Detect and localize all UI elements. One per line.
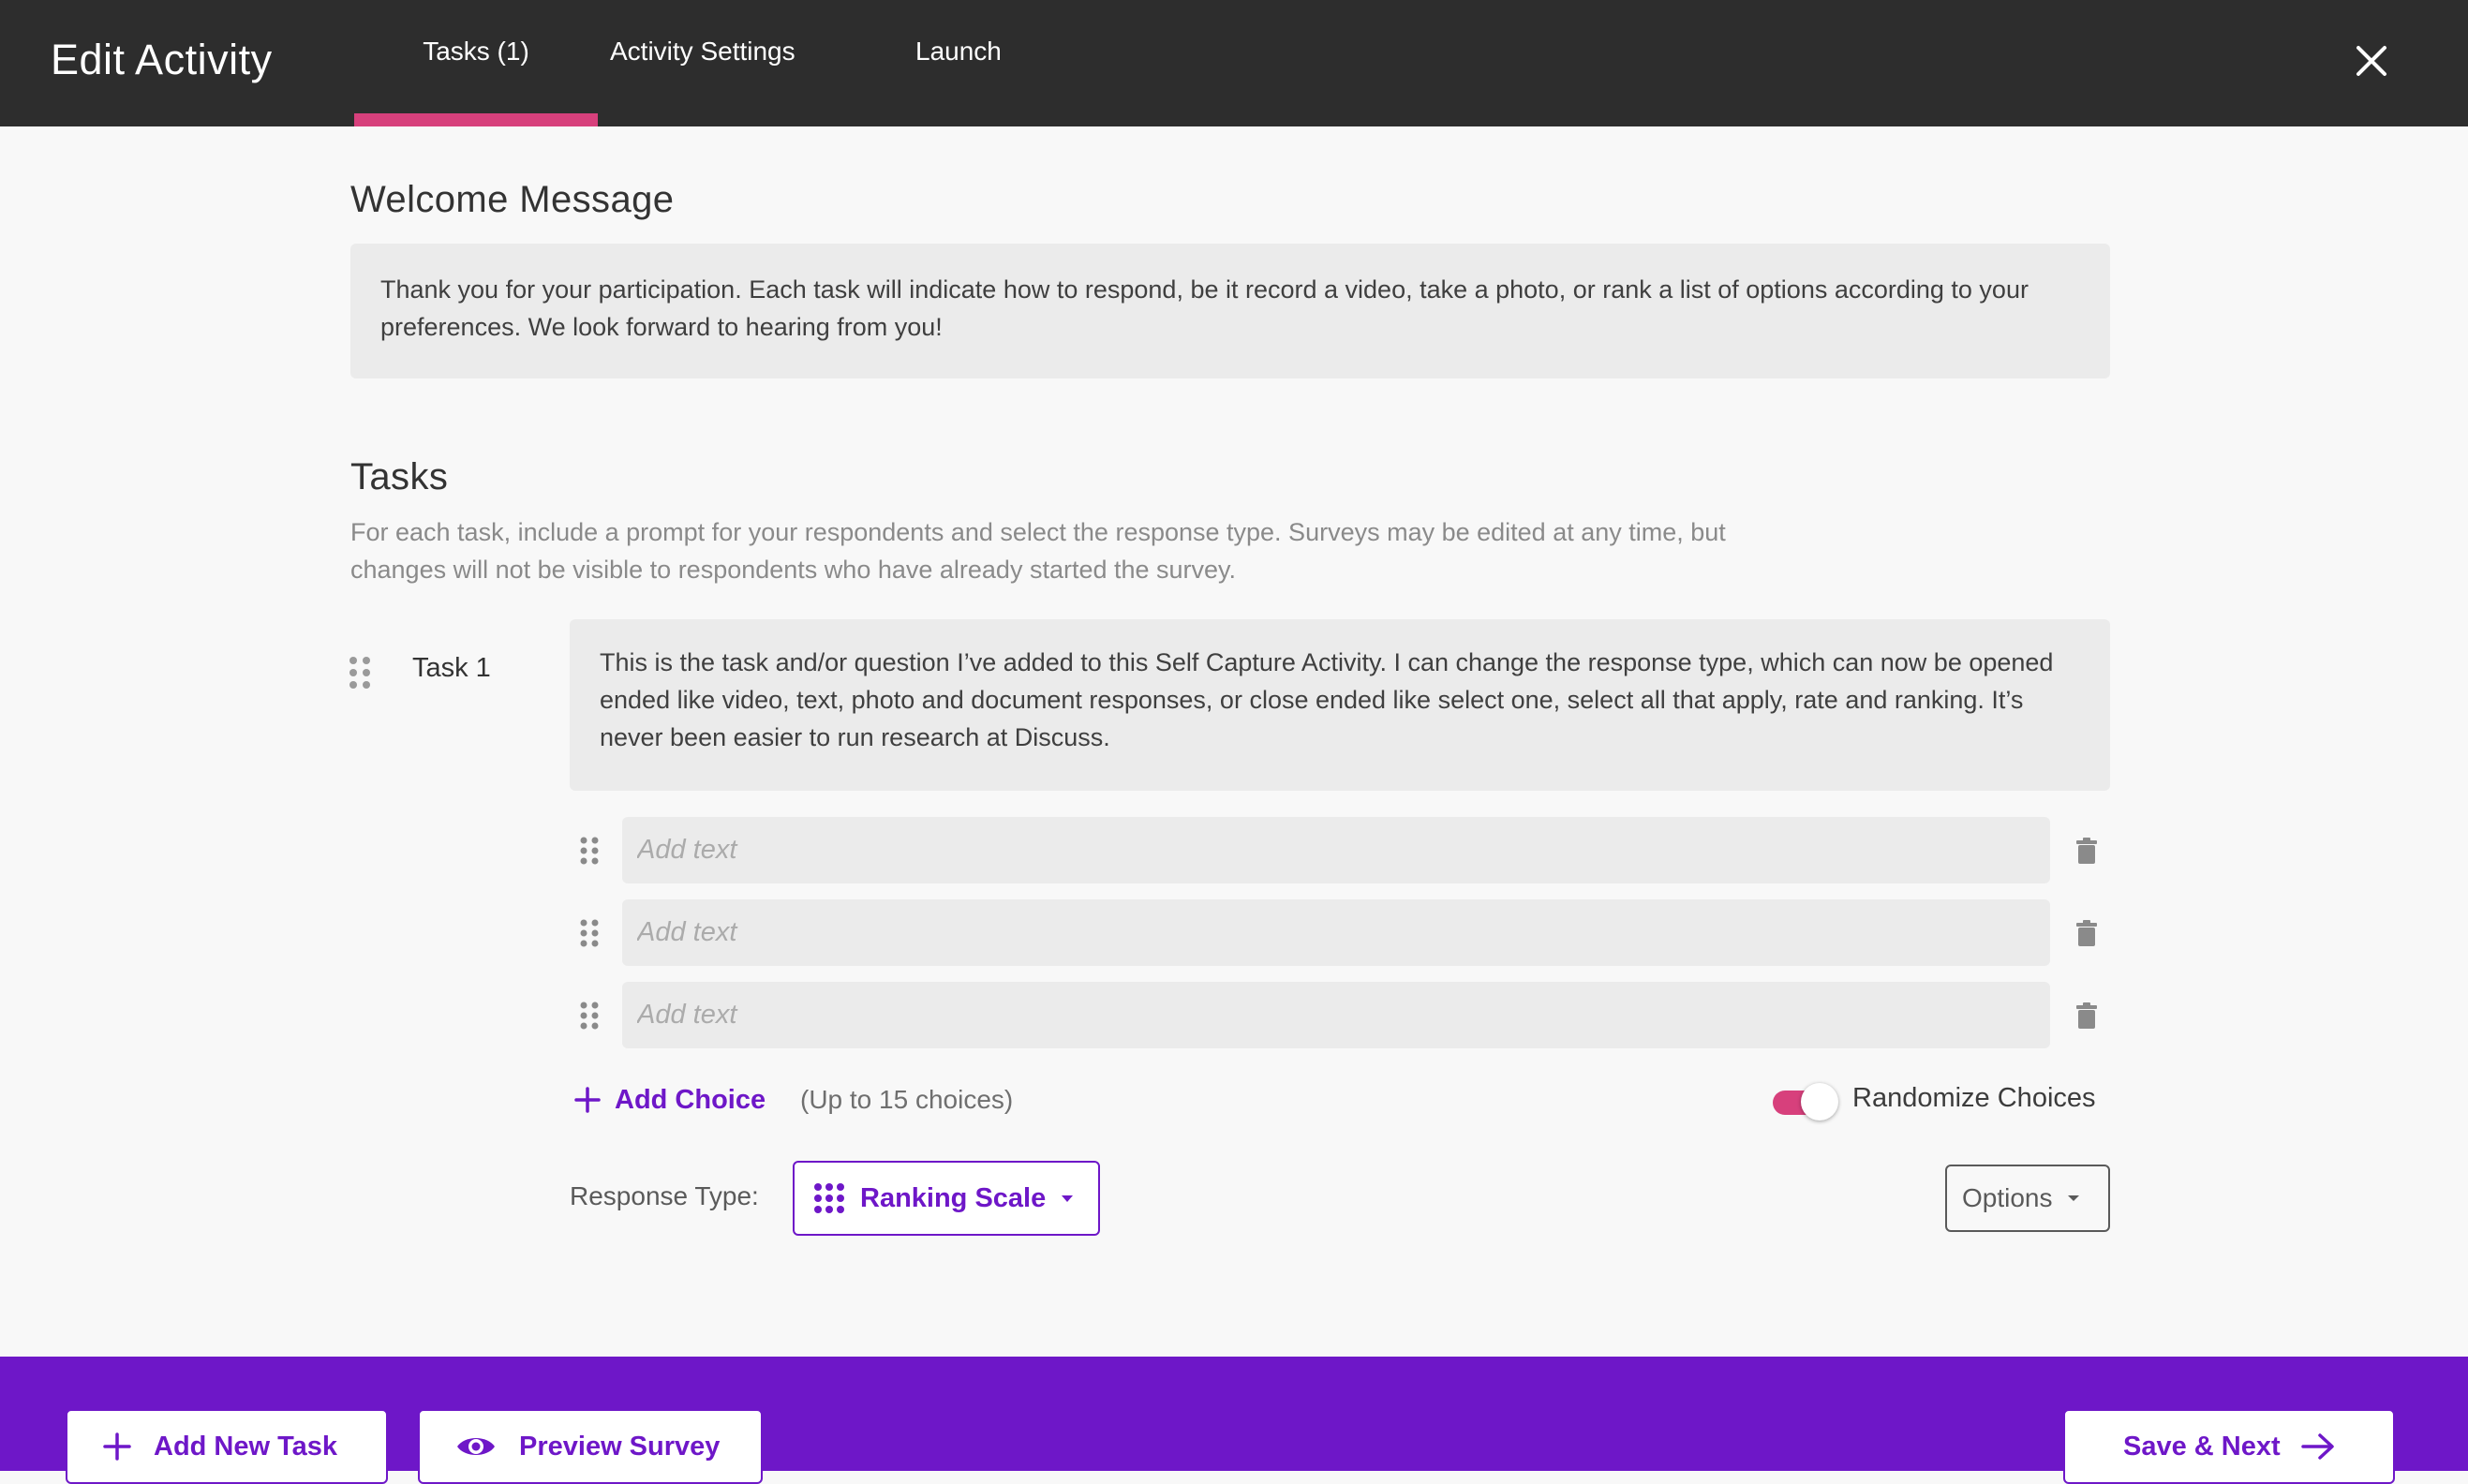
choice-drag-handle-icon[interactable]	[580, 919, 599, 952]
toggle-knob	[1801, 1083, 1838, 1120]
choice-drag-handle-icon[interactable]	[580, 837, 599, 869]
tab-launch[interactable]: Launch	[915, 37, 1002, 66]
preview-survey-button[interactable]	[418, 1409, 763, 1484]
add-new-task-button[interactable]	[66, 1409, 388, 1484]
response-type-label: Response Type:	[570, 1181, 759, 1210]
welcome-message-heading: Welcome Message	[350, 179, 675, 220]
preview-survey-label: Preview Survey	[519, 1431, 721, 1462]
choice-limit-hint: (Up to 15 choices)	[800, 1085, 1014, 1114]
response-type-value: Ranking Scale	[860, 1182, 1047, 1213]
randomize-choices-toggle[interactable]	[1771, 1083, 1840, 1120]
delete-choice-icon[interactable]	[2076, 920, 2097, 946]
add-choice-button[interactable]	[573, 1081, 766, 1119]
plus-icon	[103, 1432, 131, 1461]
add-new-task-label: Add New Task	[154, 1431, 338, 1462]
save-and-next-label: Save & Next	[2123, 1431, 2281, 1462]
options-dropdown[interactable]	[1945, 1165, 2110, 1232]
tab-activity-settings[interactable]: Activity Settings	[610, 37, 795, 66]
task-prompt-field[interactable]: This is the task and/or question I’ve added to this Self Capture Activity. I can change the response type, which can now be opened ended like video, text, photo and document responses, or close ended like select one, select all that apply, rate and ranking. It’s never been easier to run research at Discuss.	[570, 619, 2110, 791]
top-bar	[0, 0, 2468, 126]
grid-dots-icon	[813, 1182, 845, 1214]
choice-input[interactable]	[622, 899, 2050, 966]
task-label: Task 1	[412, 653, 491, 683]
choice-input[interactable]	[622, 817, 2050, 883]
tasks-description: For each task, include a prompt for your respondents and select the response type. Surveys may be edited at any time, but changes will not be visible to respondents who have already started the survey.	[350, 518, 1726, 584]
page-title: Edit Activity	[51, 36, 273, 83]
delete-choice-icon[interactable]	[2076, 838, 2097, 864]
tab-tasks[interactable]: Tasks (1)	[423, 37, 529, 66]
welcome-message-field[interactable]: Thank you for your participation. Each task will indicate how to respond, be it record a video, take a photo, or rank a list of options according to your preferences. We look forward to hearing from you!	[350, 244, 2110, 378]
options-label: Options	[1962, 1183, 2053, 1212]
delete-choice-icon[interactable]	[2076, 1002, 2097, 1029]
arrow-right-icon	[2301, 1432, 2335, 1461]
choice-input[interactable]	[622, 982, 2050, 1048]
chevron-down-icon	[2068, 1195, 2079, 1202]
task-drag-handle-icon[interactable]	[349, 656, 371, 694]
choice-drag-handle-icon[interactable]	[580, 1002, 599, 1034]
save-and-next-button[interactable]	[2063, 1409, 2395, 1484]
add-choice-label: Add Choice	[615, 1084, 766, 1115]
active-tab-indicator	[354, 113, 598, 126]
plus-icon	[573, 1086, 602, 1114]
randomize-choices-label: Randomize Choices	[1852, 1083, 2096, 1113]
response-type-dropdown[interactable]	[793, 1161, 1100, 1236]
tasks-heading: Tasks	[350, 456, 449, 497]
close-icon[interactable]	[2352, 41, 2391, 81]
chevron-down-icon	[1061, 1194, 1074, 1203]
footer-bar	[0, 1357, 2468, 1471]
eye-icon	[455, 1432, 497, 1461]
